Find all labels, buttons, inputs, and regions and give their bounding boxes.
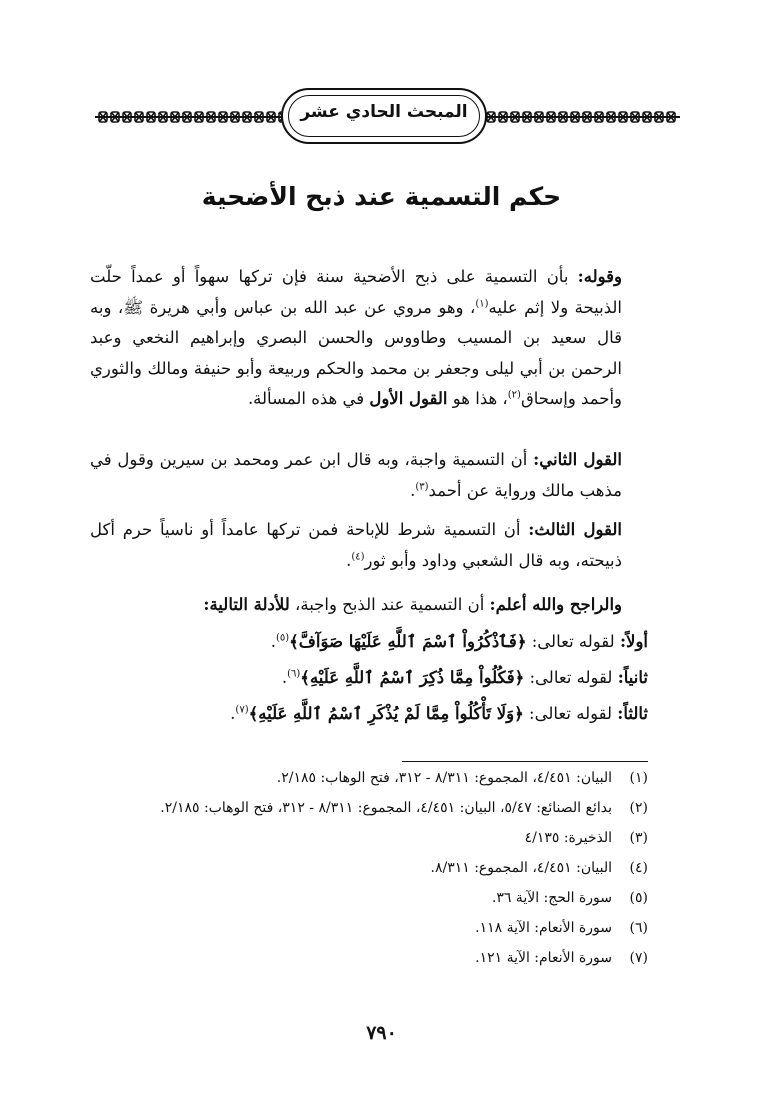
paragraph-text: ، وهو مروي عن عبد الله بن عباس وأبي هريرة ﷺ، وبه قال سعيد بن المسيب وطاووس والحسن البصري وإبراهيم النخعي وعبد الرحمن بن أبي ليلى وجعفر بن محمد والحكم وربيعة وأبو حنيفة ومالك والثوري وأحمد وإسحاق xyxy=(90,297,622,408)
paragraph-text: أن التسمية شرط للإباحة فمن تركها عامداً أو ناسياً حرم أكل ذبيحته، وبه قال الشعبي وداود وأبو ثور xyxy=(90,520,622,570)
paragraph-text: أن التسمية عند الذبح واجبة، xyxy=(289,595,490,614)
footnote-ref-4[interactable]: (٤) xyxy=(351,551,365,562)
footnote-2 xyxy=(90,796,648,820)
footnote-text: البيان: ٤/٤٥١، المجموع: ٨/٣١١. xyxy=(430,860,612,876)
section-label-frame xyxy=(281,88,487,144)
footnote-5 xyxy=(90,886,648,910)
footnote-number: (٣) xyxy=(629,830,648,846)
bold-term: للأدلة التالية: xyxy=(203,595,290,614)
footnote-number: (٤) xyxy=(629,860,648,876)
footnote-ref-3[interactable]: (٣) xyxy=(415,481,429,492)
evidence-label: ثالثاً: xyxy=(617,704,648,723)
footnote-text: البيان: ٤/٤٥١، المجموع: ٨/٣١١ - ٣١٢، فتح الوهاب: ٢/١٨٥. xyxy=(276,770,612,786)
lead-text: والراجح والله أعلم: xyxy=(489,595,622,614)
footnote-ref-6[interactable]: (٦) xyxy=(287,668,301,680)
footnote-number: (٦) xyxy=(629,920,648,936)
paragraph-text: في هذه المسألة. xyxy=(247,389,370,408)
section-header xyxy=(95,86,680,156)
paragraph-preferred-opinion xyxy=(90,590,648,621)
evidence-list xyxy=(90,624,648,732)
footnote-1 xyxy=(90,766,648,790)
evidence-intro: لقوله تعالى: xyxy=(524,668,618,687)
section-label: المبحث الحادي عشر xyxy=(300,102,468,122)
footnote-7 xyxy=(90,946,648,970)
footnote-number: (٥) xyxy=(629,890,648,906)
footnote-number: (٧) xyxy=(629,950,648,966)
evidence-label: ثانياً: xyxy=(617,668,648,687)
lead-text: وقوله: xyxy=(577,267,622,286)
ornament-left xyxy=(95,110,285,124)
footnote-text: بدائع الصنائع: ٥/٤٧، البيان: ٤/٤٥١، المجموع: ٨/٣١١ - ٣١٢، فتح الوهاب: ٢/١٨٥. xyxy=(160,800,612,816)
footnote-text: الذخيرة: ٤/١٣٥ xyxy=(524,830,612,846)
footnote-divider xyxy=(402,761,648,762)
evidence-intro: لقوله تعالى: xyxy=(523,704,618,723)
lead-text: القول الثالث: xyxy=(528,520,622,539)
footnote-6 xyxy=(90,916,648,940)
punctuation: . xyxy=(281,668,288,687)
page-title: حكم التسمية عند ذبح الأضحية xyxy=(201,182,562,211)
paragraph-text: أن التسمية واجبة، وبه قال ابن عمر ومحمد بن سيرين وقول في مذهب مالك ورواية عن أحمد xyxy=(90,450,622,500)
paragraph-third-opinion xyxy=(90,515,648,576)
evidence-label: أولاً: xyxy=(619,632,648,651)
footnote-number: (٢) xyxy=(629,800,648,816)
lead-text: القول الثاني: xyxy=(533,450,622,469)
footnote-ref-5[interactable]: (٥) xyxy=(275,632,290,644)
footnote-ref-2[interactable]: (٢) xyxy=(507,389,521,401)
footnote-text: سورة الأنعام: الآية ١٢١. xyxy=(475,950,612,966)
page-number: ٧٩٠ xyxy=(366,1022,397,1044)
footnote-ref-1[interactable]: (١) xyxy=(475,298,489,309)
paragraph-text: . xyxy=(410,480,416,500)
footnotes xyxy=(90,766,648,970)
paragraph-text: ، هذا هو xyxy=(447,389,508,408)
bold-term: القول الأول xyxy=(369,389,448,408)
punctuation: . xyxy=(230,704,236,723)
paragraph-first-opinion xyxy=(90,262,648,415)
paragraph-text: . xyxy=(346,550,352,570)
paragraph-text: بأن التسمية على ذبح الأضحية سنة فإن تركها سهواً أو عمداً حلّت الذبيحة ولا إثم عليه xyxy=(90,267,622,317)
footnote-4 xyxy=(90,856,648,880)
footnote-text: سورة الحج: الآية ٣٦. xyxy=(491,890,612,906)
footnote-text: سورة الأنعام: الآية ١١٨. xyxy=(475,920,612,936)
paragraph-second-opinion xyxy=(90,445,648,506)
evidence-intro: لقوله تعالى: xyxy=(526,632,620,651)
quran-verse: ﴿فَكُلُواْ مِمَّا ذُكِرَ ٱسْمُ ٱللَّهِ عَلَيْهِ﴾ xyxy=(300,668,525,687)
quran-verse: ﴿وَلَا تَأْكُلُواْ مِمَّا لَمْ يُذْكَرِ ٱسْمُ ٱللَّهِ عَلَيْهِ﴾ xyxy=(248,704,524,723)
evidence-item-2 xyxy=(90,660,648,696)
evidence-item-3 xyxy=(90,696,648,732)
footnote-3 xyxy=(90,826,648,850)
footnote-number: (١) xyxy=(629,770,648,786)
ornament-right xyxy=(483,110,680,124)
punctuation: . xyxy=(270,632,276,651)
evidence-item-1 xyxy=(90,624,648,660)
footnote-ref-7[interactable]: (٧) xyxy=(235,704,249,716)
quran-verse: ﴿فَٱذْكُرُواْ ٱسْمَ ٱللَّهِ عَلَيْهَا صَوَآفَّ﴾ xyxy=(289,632,527,651)
